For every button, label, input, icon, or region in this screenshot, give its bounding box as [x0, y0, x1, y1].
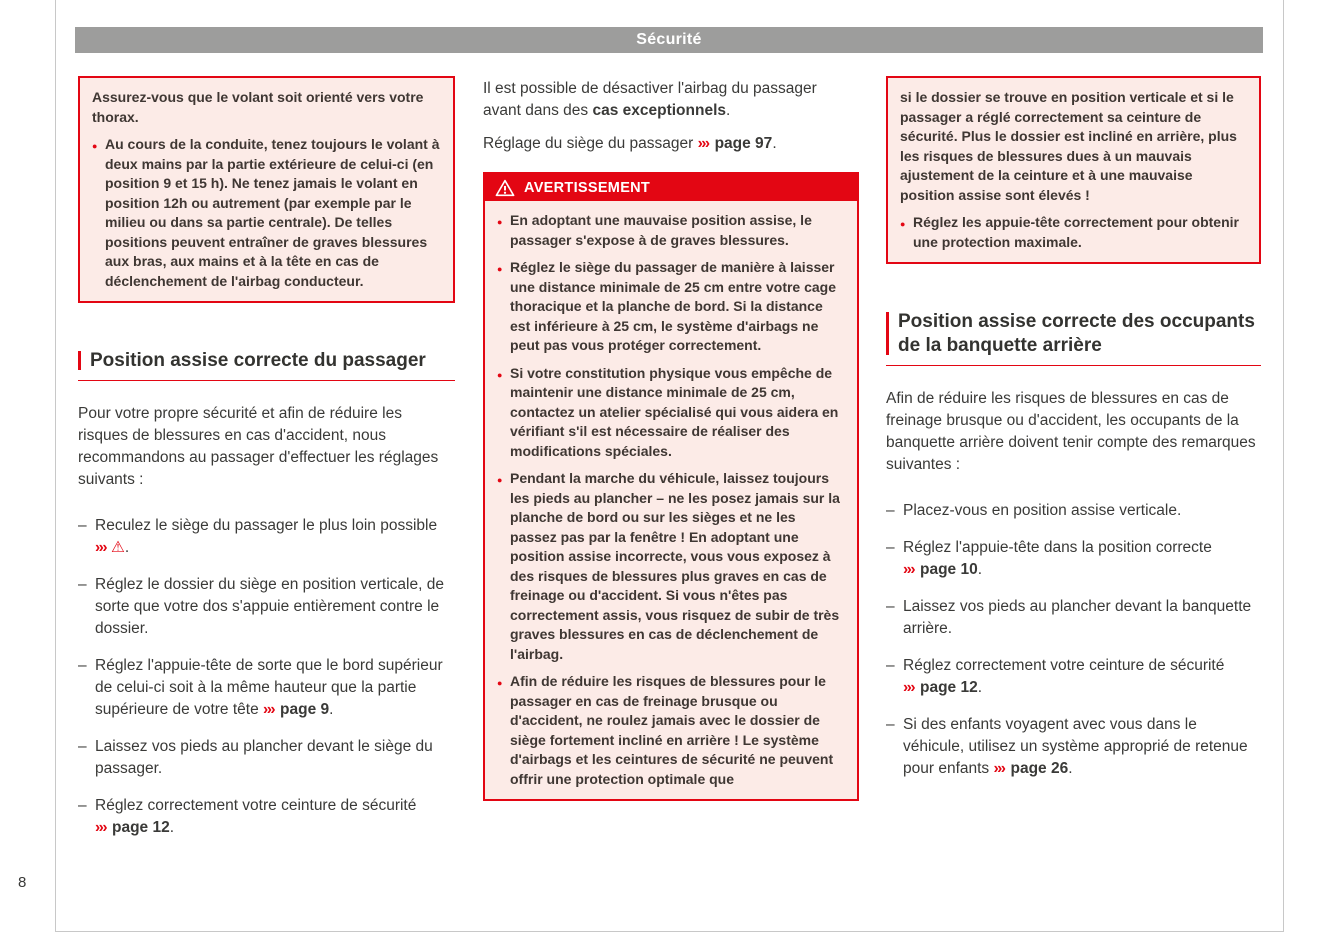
instruction-list [78, 515, 455, 839]
column-left [78, 76, 455, 854]
cross-ref-arrow: ››› [903, 561, 914, 578]
cross-ref-arrow: ››› [903, 679, 914, 696]
paragraph-text: Réglage du siège du passager [483, 135, 698, 152]
warning-bullet-text: ● Pendant la marche du véhicule, laissez toujours les pieds au plancher – ne les posez jamais sur la planche de bord ou sur les sièges et ne les passez pas par la fenêtre ! En adoptant une position assise incorrecte, vous vous exposez à des risques de blessures plus graves en cas de freinage ou d'accident. Si vous n'êtes pas correctement assis, vous risquez de subir de très graves blessures en cas de déclenchement de l'airbag. [497, 469, 845, 664]
list-item [78, 574, 455, 640]
warning-bullet-text: ● Si votre constitution physique vous empêche de maintenir une distance minimale de 25 cm, contactez un atelier spécialisé qui vous aidera en vérifiant s'il est nécessaire de réaliser des modifications spéciales. [497, 364, 845, 462]
instruction-list [886, 500, 1261, 780]
warning-note-box [78, 76, 455, 303]
warning-bullet-text: ● Au cours de la conduite, tenez toujours le volant à deux mains par la partie extérieure de celui-ci (en position 9 et 15 h). Ne tenez jamais le volant en position 12h ou autrement (par exemple par le milieu ou dans sa partie centrale). De telles positions peuvent entraîner de graves blessures aux bras, aux mains et à la tête en cas de déclenchement de l'airbag conducteur. [92, 135, 441, 291]
cross-ref-arrow: ››› [993, 760, 1005, 777]
list-item-text: Réglez correctement votre ceinture de sécurité [903, 657, 1225, 674]
list-item-suffix: . [1068, 760, 1073, 777]
section-heading-rear-occupants: Position assise correcte des occupants de la banquette arrière [886, 310, 1261, 366]
warning-continuation-text: si le dossier se trouve en position verticale et si le passager a réglé correctement sa ceinture de sécurité. Plus le dossier est incliné en arrière, plus les risques de blessures dues à un mauvais ajustement de la ceinture et à une mauvaise position assise sont élevés ! [900, 89, 1237, 203]
list-item [78, 736, 455, 780]
airbag-deactivation-paragraph [483, 78, 859, 122]
list-item-suffix: . [124, 539, 130, 556]
warning-bullet-text: ● Réglez les appuie-tête correctement pour obtenir une protection maximale. [900, 213, 1247, 252]
page-reference: page 12 [112, 819, 170, 836]
list-item-text: Laissez vos pieds au plancher devant le siège du passager. [95, 738, 433, 777]
page-edge-left [55, 0, 56, 932]
cross-ref-arrow: ››› [95, 819, 106, 836]
intro-paragraph: Pour votre propre sécurité et afin de réduire les risques de blessures en cas d'accident, nous recommandons au passager d'effectuer les réglages suivants : [78, 405, 439, 488]
page-reference: page 10 [920, 561, 978, 578]
list-item-text: Placez-vous en position assise verticale. [903, 502, 1182, 519]
avertissement-title: AVERTISSEMENT [524, 179, 651, 196]
column-middle [483, 76, 859, 801]
avertissement-box [483, 172, 859, 801]
list-item-text: Réglez l'appuie-tête dans la position correcte [903, 539, 1212, 556]
column-right [886, 76, 1261, 795]
list-item [78, 515, 455, 559]
cross-ref-arrow: ››› [263, 701, 275, 718]
warning-bullet-text: ● Réglez le siège du passager de manière à laisser une distance minimale de 25 cm entre votre cage thoracique et la planche de bord. Si la distance est inférieure à 25 cm, le système d'airbags ne peut pas vous protéger correctement. [497, 258, 845, 356]
list-item [886, 500, 1261, 522]
list-item [886, 714, 1261, 780]
section-heading-passenger: Position assise correcte du passager [78, 349, 455, 381]
list-item-text: Si des enfants voyagent avec vous dans le véhicule, utilisez un système approprié de retenue pour enfants [903, 716, 1248, 777]
paragraph-text: . [726, 102, 731, 119]
intro-paragraph: Afin de réduire les risques de blessures en cas de freinage brusque ou d'accident, les occupants de la banquette arrière doivent tenir compte des remarques suivantes : [886, 390, 1256, 473]
page-number: 8 [18, 874, 27, 891]
warning-intro-text: Assurez-vous que le volant soit orienté vers votre thorax. [92, 89, 424, 125]
warning-triangle-icon [495, 179, 515, 197]
paragraph-text: Il est possible de désactiver l'airbag du passager avant dans des [483, 80, 817, 119]
list-item-text: Réglez le dossier du siège en position verticale, de sorte que votre dos s'appuie entièrement contre le dossier. [95, 576, 444, 637]
list-item-suffix: . [329, 701, 334, 718]
bold-text: cas exceptionnels [592, 102, 726, 119]
page-edge-bottom [55, 931, 1284, 932]
avertissement-body [485, 201, 857, 799]
page-edge-right [1283, 0, 1284, 932]
warning-bullet-text: ● En adoptant une mauvaise position assise, le passager s'expose à de graves blessures. [497, 211, 845, 250]
list-item-text: Reculez le siège du passager le plus loin possible [95, 517, 438, 534]
avertissement-header [485, 174, 857, 201]
page-reference: page 97 [714, 135, 773, 152]
chapter-header-bar [75, 27, 1263, 53]
warning-bullet-text: ● Afin de réduire les risques de blessures pour le passager en cas de freinage brusque ou d'accident, ne roulez jamais avec le dossier de siège fortement incliné en arrière ! Le système d'airbags et les ceintures de sécurité ne peuvent offrir une protection optimale que [497, 672, 845, 789]
list-item-text: Laissez vos pieds au plancher devant la banquette arrière. [903, 598, 1252, 637]
cross-ref-arrow: ››› [95, 539, 106, 556]
list-item-text: Réglez correctement votre ceinture de sécurité [95, 797, 417, 814]
list-item [78, 795, 455, 839]
paragraph-text: . [772, 135, 777, 152]
list-item [886, 655, 1261, 699]
list-item [78, 655, 455, 721]
cross-ref-arrow: ››› [697, 135, 709, 152]
page-reference: page 12 [920, 679, 978, 696]
list-item-suffix: . [977, 679, 983, 696]
page-reference: page 26 [1010, 760, 1069, 777]
warning-triangle-icon: ⚠ [111, 539, 125, 556]
list-item-suffix: . [169, 819, 175, 836]
list-item-suffix: . [977, 561, 983, 578]
list-item [886, 537, 1261, 581]
list-item [886, 596, 1261, 640]
seat-adjustment-reference [483, 133, 859, 155]
warning-continuation-box [886, 76, 1261, 264]
list-item-text: Réglez l'appuie-tête de sorte que le bord supérieur de celui-ci soit à la même hauteur que la partie supérieure de votre tête [95, 657, 443, 718]
chapter-title: Sécurité [636, 31, 702, 48]
page-reference: page 9 [280, 701, 330, 718]
